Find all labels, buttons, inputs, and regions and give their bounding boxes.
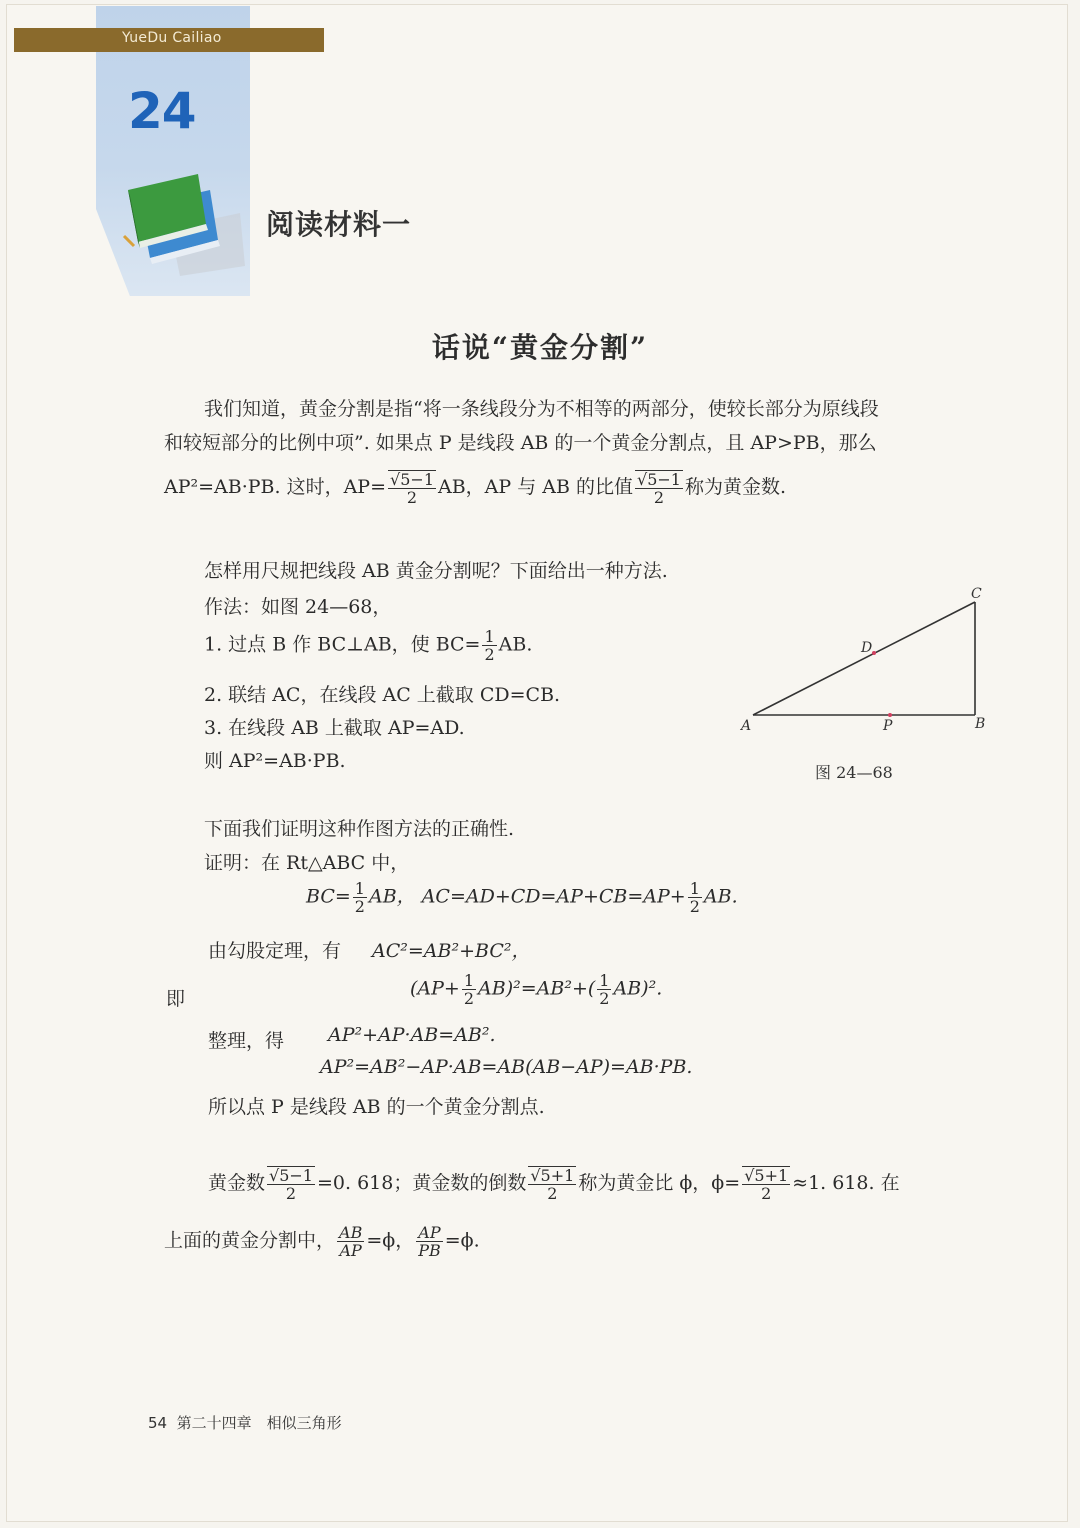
label-c: C bbox=[971, 586, 982, 602]
tidy-eq: AP²+AP·AB=AB². bbox=[328, 1024, 496, 1046]
step-3: 3. 在线段 AB 上截取 AP=AD. bbox=[204, 717, 465, 739]
proof-intro: 下面我们证明这种作图方法的正确性. bbox=[204, 818, 515, 840]
proof-eq-1: BC= $\frac{1}{2}$ AB， AC=AD+CD=AP+CB=AP+ $\frac{1}{2}$ AB. bbox=[306, 879, 738, 916]
label-d: D bbox=[861, 640, 873, 656]
label-a: A bbox=[741, 718, 752, 734]
intro-line-3: AP²=AB·PB. 这时，AP= $\frac{√5-1}{2}$ AB，AP 与 AB 的比值 $\frac{√5-1}{2}$ 称为黄金数. bbox=[164, 470, 787, 507]
construction-method: 作法：如图 24—68， bbox=[204, 596, 392, 618]
ji-label: 即 bbox=[166, 988, 186, 1010]
label-b: B bbox=[975, 716, 986, 732]
construction-result: 则 AP²=AB·PB. bbox=[204, 750, 346, 772]
proof-eq-3: AP²=AB²−AP·AB=AB(AB−AP)=AB·PB. bbox=[320, 1056, 693, 1078]
triangle-figure bbox=[735, 582, 995, 742]
page-number: 54 bbox=[148, 1414, 168, 1432]
label-p: P bbox=[883, 718, 893, 734]
proof-eq-2: (AP+ $\frac{1}{2}$ AB)²=AB²+( $\frac{1}{2}$ AB)². bbox=[410, 971, 663, 1008]
intro-line-1: 我们知道，黄金分割是指“将一条线段分为不相等的两部分，使较长部分为原线段 bbox=[204, 398, 879, 420]
pythagoras-eq: AC²=AB²+BC²， bbox=[372, 940, 531, 962]
golden-fraction: $\frac{√5-1}{2}$ bbox=[390, 470, 434, 507]
step-2: 2. 联结 AC，在线段 AC 上截取 CD=CB. bbox=[204, 684, 561, 706]
proof-conclusion: 所以点 P 是线段 AB 的一个黄金分割点. bbox=[208, 1096, 545, 1118]
proof-start: 证明：在 Rt△ABC 中， bbox=[204, 852, 410, 874]
chapter-name: 第二十四章 相似三角形 bbox=[176, 1414, 342, 1432]
chapter-number: 24 bbox=[128, 82, 196, 140]
golden-line-1: 黄金数 $\frac{√5-1}{2}$ =0. 618；黄金数的倒数 $\frac{√5+1}{2}$ 称为黄金比 ϕ，ϕ= $\frac{√5+1}{2}$ ≈1. 618. 在 bbox=[208, 1166, 900, 1203]
article-title: 话说“黄金分割” bbox=[431, 331, 649, 364]
series-label: YueDu Cailiao bbox=[122, 30, 222, 46]
step-1: 1. 过点 B 作 BC⊥AB，使 BC= $\frac{1}{2}$ AB. bbox=[204, 627, 533, 664]
golden-line-2: 上面的黄金分割中， $\frac{AB}{AP}$ =ϕ， $\frac{AP}{PB}$ =ϕ. bbox=[164, 1223, 480, 1260]
golden-fraction: $\frac{√5-1}{2}$ bbox=[637, 470, 681, 507]
section-title: 阅读材料一 bbox=[266, 208, 412, 241]
figure-caption: 图 24—68 bbox=[815, 763, 893, 782]
tidy-label: 整理，得 bbox=[208, 1030, 285, 1052]
pythagoras-text: 由勾股定理，有 bbox=[208, 940, 342, 962]
construction-question: 怎样用尺规把线段 AB 黄金分割呢？下面给出一种方法. bbox=[204, 560, 668, 582]
intro-line-2: 和较短部分的比例中项”. 如果点 P 是线段 AB 的一个黄金分割点，且 AP>PB，那么 bbox=[164, 432, 877, 454]
page-footer bbox=[148, 1412, 342, 1433]
book-icon bbox=[110, 168, 250, 278]
